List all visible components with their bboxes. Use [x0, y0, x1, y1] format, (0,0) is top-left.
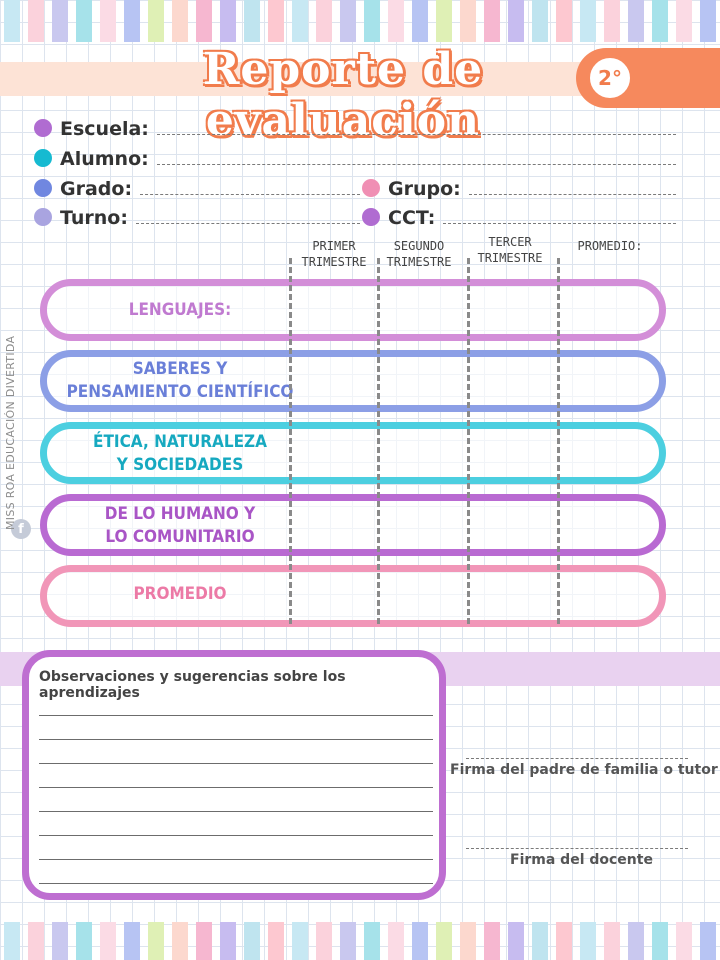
- stripe: [76, 922, 92, 960]
- stripe: [556, 922, 572, 960]
- observation-line[interactable]: [39, 715, 433, 716]
- stripe: [100, 922, 116, 960]
- subject-label-saberes: [60, 358, 300, 404]
- subject-label-humano: [60, 503, 300, 549]
- stripe: [220, 0, 236, 42]
- bullet-dot-icon: [34, 179, 52, 197]
- column-header-line1: TERCER: [488, 235, 532, 249]
- field-label: Grado:: [60, 178, 133, 200]
- field-label: Grupo:: [388, 178, 461, 200]
- stripe: [124, 0, 140, 42]
- stripe: [268, 922, 284, 960]
- field-alumno[interactable]: [34, 148, 676, 170]
- column-header-line1: SEGUNDO: [393, 239, 445, 253]
- observation-line[interactable]: [39, 859, 433, 860]
- stripe: [4, 922, 20, 960]
- stripe: [340, 0, 356, 42]
- stripe: [652, 0, 668, 42]
- column-header-segundo-trimestre: [375, 238, 463, 270]
- observation-line[interactable]: [39, 835, 433, 836]
- stripe: [580, 0, 596, 42]
- bottom-stripe-border: [0, 922, 720, 960]
- stripe: [676, 0, 692, 42]
- stripe: [388, 922, 404, 960]
- stripe: [28, 0, 44, 42]
- stripe: [628, 922, 644, 960]
- observation-line[interactable]: [39, 739, 433, 740]
- column-header-primer-trimestre: [290, 238, 378, 270]
- stripe: [316, 0, 332, 42]
- subject-label-line1: DE LO HUMANO Y: [104, 504, 256, 524]
- subject-label-line2: Y SOCIEDADES: [116, 455, 244, 475]
- column-divider: [467, 258, 470, 624]
- field-escuela[interactable]: [34, 118, 676, 140]
- column-header-tercer-trimestre: [466, 234, 554, 266]
- column-divider: [289, 258, 292, 624]
- stripe: [364, 0, 380, 42]
- field-line[interactable]: [157, 134, 676, 135]
- observations-title: Observaciones y sugerencias sobre los aprendizajes: [39, 669, 346, 701]
- field-line[interactable]: [443, 223, 676, 224]
- page-title: Reporte de evaluación: [202, 44, 484, 146]
- bullet-dot-icon: [362, 208, 380, 226]
- subject-label-line1: ÉTICA, NATURALEZA: [93, 432, 267, 452]
- stripe: [220, 922, 236, 960]
- subject-label-line1: LENGUAJES:: [128, 300, 232, 320]
- teacher-signature-line[interactable]: [466, 848, 688, 849]
- stripe: [340, 922, 356, 960]
- side-credit: MISS ROA EDUCACIÓN DIVERTIDA: [4, 335, 17, 530]
- stripe: [508, 922, 524, 960]
- stripe: [652, 922, 668, 960]
- column-header-line2: TRIMESTRE: [386, 255, 452, 269]
- stripe: [532, 922, 548, 960]
- field-line[interactable]: [469, 194, 676, 195]
- stripe: [700, 0, 716, 42]
- observation-line[interactable]: [39, 811, 433, 812]
- stripe: [412, 0, 428, 42]
- parent-signature-label: Firma del padre de familia o tutor: [450, 762, 718, 778]
- stripe: [172, 0, 188, 42]
- stripe: [460, 0, 476, 42]
- column-header-line2: TRIMESTRE: [301, 255, 367, 269]
- column-header-line1: PRIMER: [312, 239, 356, 253]
- stripe: [532, 0, 548, 42]
- stripe: [316, 922, 332, 960]
- stripe: [148, 0, 164, 42]
- stripe: [412, 922, 428, 960]
- column-header-line2: PROMEDIO:: [577, 239, 643, 253]
- field-label: Turno:: [60, 207, 128, 229]
- stripe: [364, 922, 380, 960]
- stripe: [580, 922, 596, 960]
- bullet-dot-icon: [362, 179, 380, 197]
- observation-line[interactable]: [39, 883, 433, 884]
- teacher-signature-label: Firma del docente: [510, 852, 653, 868]
- stripe: [52, 922, 68, 960]
- stripe: [100, 0, 116, 42]
- stripe: [292, 922, 308, 960]
- field-turno[interactable]: [34, 207, 360, 229]
- stripe: [508, 0, 524, 42]
- stripe: [292, 0, 308, 42]
- parent-signature-line[interactable]: [466, 758, 688, 759]
- top-stripe-border: [0, 0, 720, 42]
- stripe: [76, 0, 92, 42]
- stripe: [604, 922, 620, 960]
- stripe: [196, 922, 212, 960]
- stripe: [268, 0, 284, 42]
- subject-label-promedio: [60, 583, 300, 606]
- stripe: [124, 922, 140, 960]
- stripe: [604, 0, 620, 42]
- stripe: [700, 922, 716, 960]
- field-label: Escuela:: [60, 118, 149, 140]
- observations-box[interactable]: [22, 650, 446, 900]
- bullet-dot-icon: [34, 119, 52, 137]
- field-label: CCT:: [388, 207, 436, 229]
- stripe: [436, 0, 452, 42]
- stripe: [52, 0, 68, 42]
- stripe: [28, 922, 44, 960]
- field-line[interactable]: [140, 194, 360, 195]
- field-label: Alumno:: [60, 148, 149, 170]
- facebook-icon: f: [11, 519, 31, 539]
- grade-badge: 2°: [586, 54, 634, 102]
- column-header-promedio: [566, 238, 654, 254]
- column-divider: [557, 258, 560, 624]
- stripe: [628, 0, 644, 42]
- field-cct[interactable]: [362, 207, 676, 229]
- subject-label-etica: [60, 431, 300, 477]
- stripe: [556, 0, 572, 42]
- subject-label-line2: LO COMUNITARIO: [105, 527, 255, 547]
- subject-label-lenguajes: [60, 299, 300, 322]
- field-grupo[interactable]: [362, 178, 676, 200]
- observation-line[interactable]: [39, 787, 433, 788]
- observation-line[interactable]: [39, 763, 433, 764]
- field-line[interactable]: [157, 164, 676, 165]
- bullet-dot-icon: [34, 208, 52, 226]
- stripe: [436, 922, 452, 960]
- stripe: [196, 0, 212, 42]
- stripe: [244, 922, 260, 960]
- bullet-dot-icon: [34, 149, 52, 167]
- stripe: [460, 922, 476, 960]
- stripe: [4, 0, 20, 42]
- field-line[interactable]: [136, 223, 360, 224]
- stripe: [676, 922, 692, 960]
- stripe: [148, 922, 164, 960]
- stripe: [484, 0, 500, 42]
- field-grado[interactable]: [34, 178, 360, 200]
- stripe: [484, 922, 500, 960]
- subject-label-line1: PROMEDIO: [133, 584, 227, 604]
- stripe: [172, 922, 188, 960]
- column-header-line2: TRIMESTRE: [477, 251, 543, 265]
- stripe: [244, 0, 260, 42]
- stripe: [388, 0, 404, 42]
- subject-label-line2: PENSAMIENTO CIENTÍFICO: [66, 382, 294, 402]
- subject-label-line1: SABERES Y: [132, 359, 228, 379]
- column-divider: [377, 258, 380, 624]
